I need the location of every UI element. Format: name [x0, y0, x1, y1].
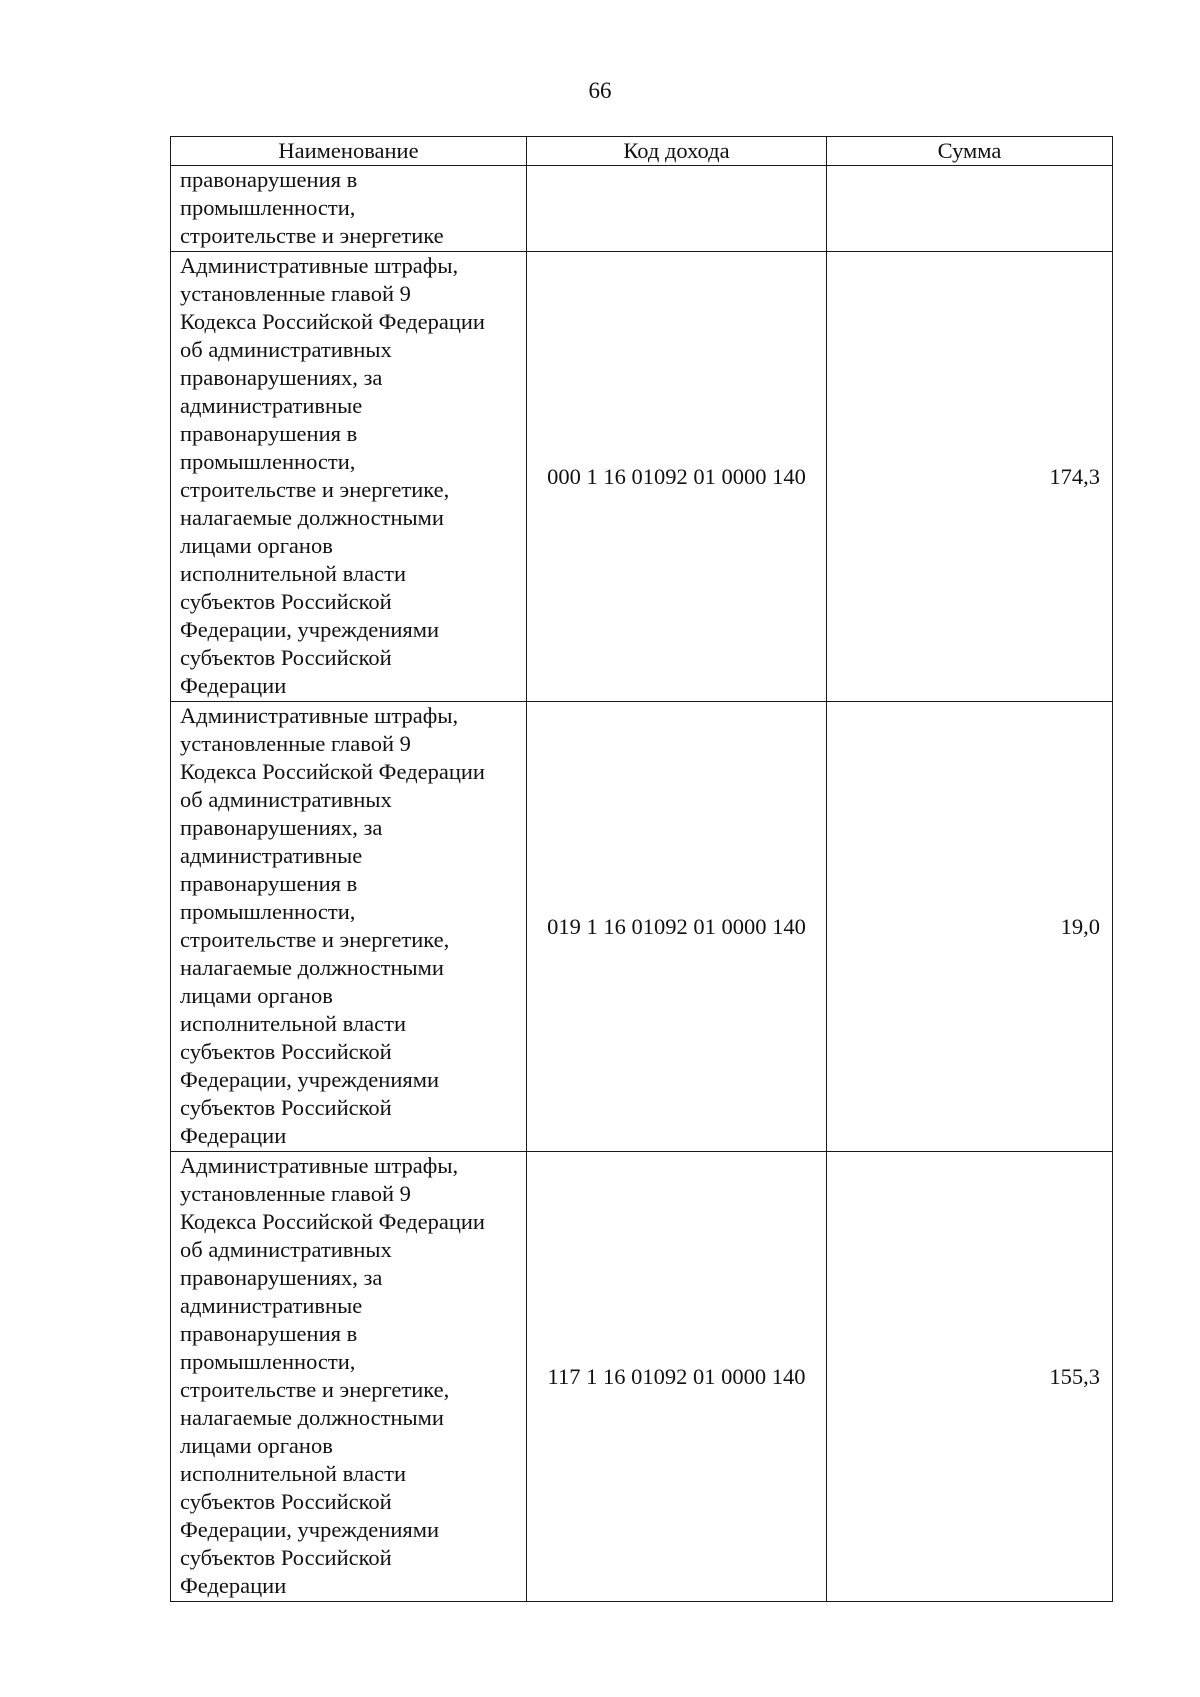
page-number: 66 — [588, 78, 612, 103]
header-code: Код дохода — [527, 137, 827, 166]
row-name-cell: правонарушения в промышленности, строительстве и энергетике — [171, 166, 527, 252]
table-row — [171, 166, 1113, 252]
table-row — [171, 702, 1113, 1152]
table-header — [171, 137, 1113, 166]
row-name-cell: Административные штрафы, установленные главой 9 Кодекса Российской Федерации об административных правонарушениях, за административные правонарушения в промышленности, строительстве и энергетике, налагаемые должностными лицами органов исполнительной власти субъектов Российской Федерации, учреждениями субъектов Российской Федерации — [171, 252, 527, 702]
header-sum: Сумма — [827, 137, 1113, 166]
row-code-cell — [527, 166, 827, 252]
table-row — [171, 252, 1113, 702]
revenue-table — [170, 136, 1113, 1602]
row-code-cell: 019 1 16 01092 01 0000 140 — [527, 702, 827, 1152]
table-row — [171, 1152, 1113, 1602]
table-body — [171, 166, 1113, 1602]
row-code-cell: 000 1 16 01092 01 0000 140 — [527, 252, 827, 702]
row-code-cell: 117 1 16 01092 01 0000 140 — [527, 1152, 827, 1602]
header-row — [171, 137, 1113, 166]
row-sum-cell: 174,3 — [827, 252, 1113, 702]
header-name: Наименование — [171, 137, 527, 166]
row-name-cell: Административные штрафы, установленные главой 9 Кодекса Российской Федерации об административных правонарушениях, за административные правонарушения в промышленности, строительстве и энергетике, налагаемые должностными лицами органов исполнительной власти субъектов Российской Федерации, учреждениями субъектов Российской Федерации — [171, 1152, 527, 1602]
row-sum-cell — [827, 166, 1113, 252]
row-sum-cell: 155,3 — [827, 1152, 1113, 1602]
row-name-cell: Административные штрафы, установленные главой 9 Кодекса Российской Федерации об административных правонарушениях, за административные правонарушения в промышленности, строительстве и энергетике, налагаемые должностными лицами органов исполнительной власти субъектов Российской Федерации, учреждениями субъектов Российской Федерации — [171, 702, 527, 1152]
row-sum-cell: 19,0 — [827, 702, 1113, 1152]
